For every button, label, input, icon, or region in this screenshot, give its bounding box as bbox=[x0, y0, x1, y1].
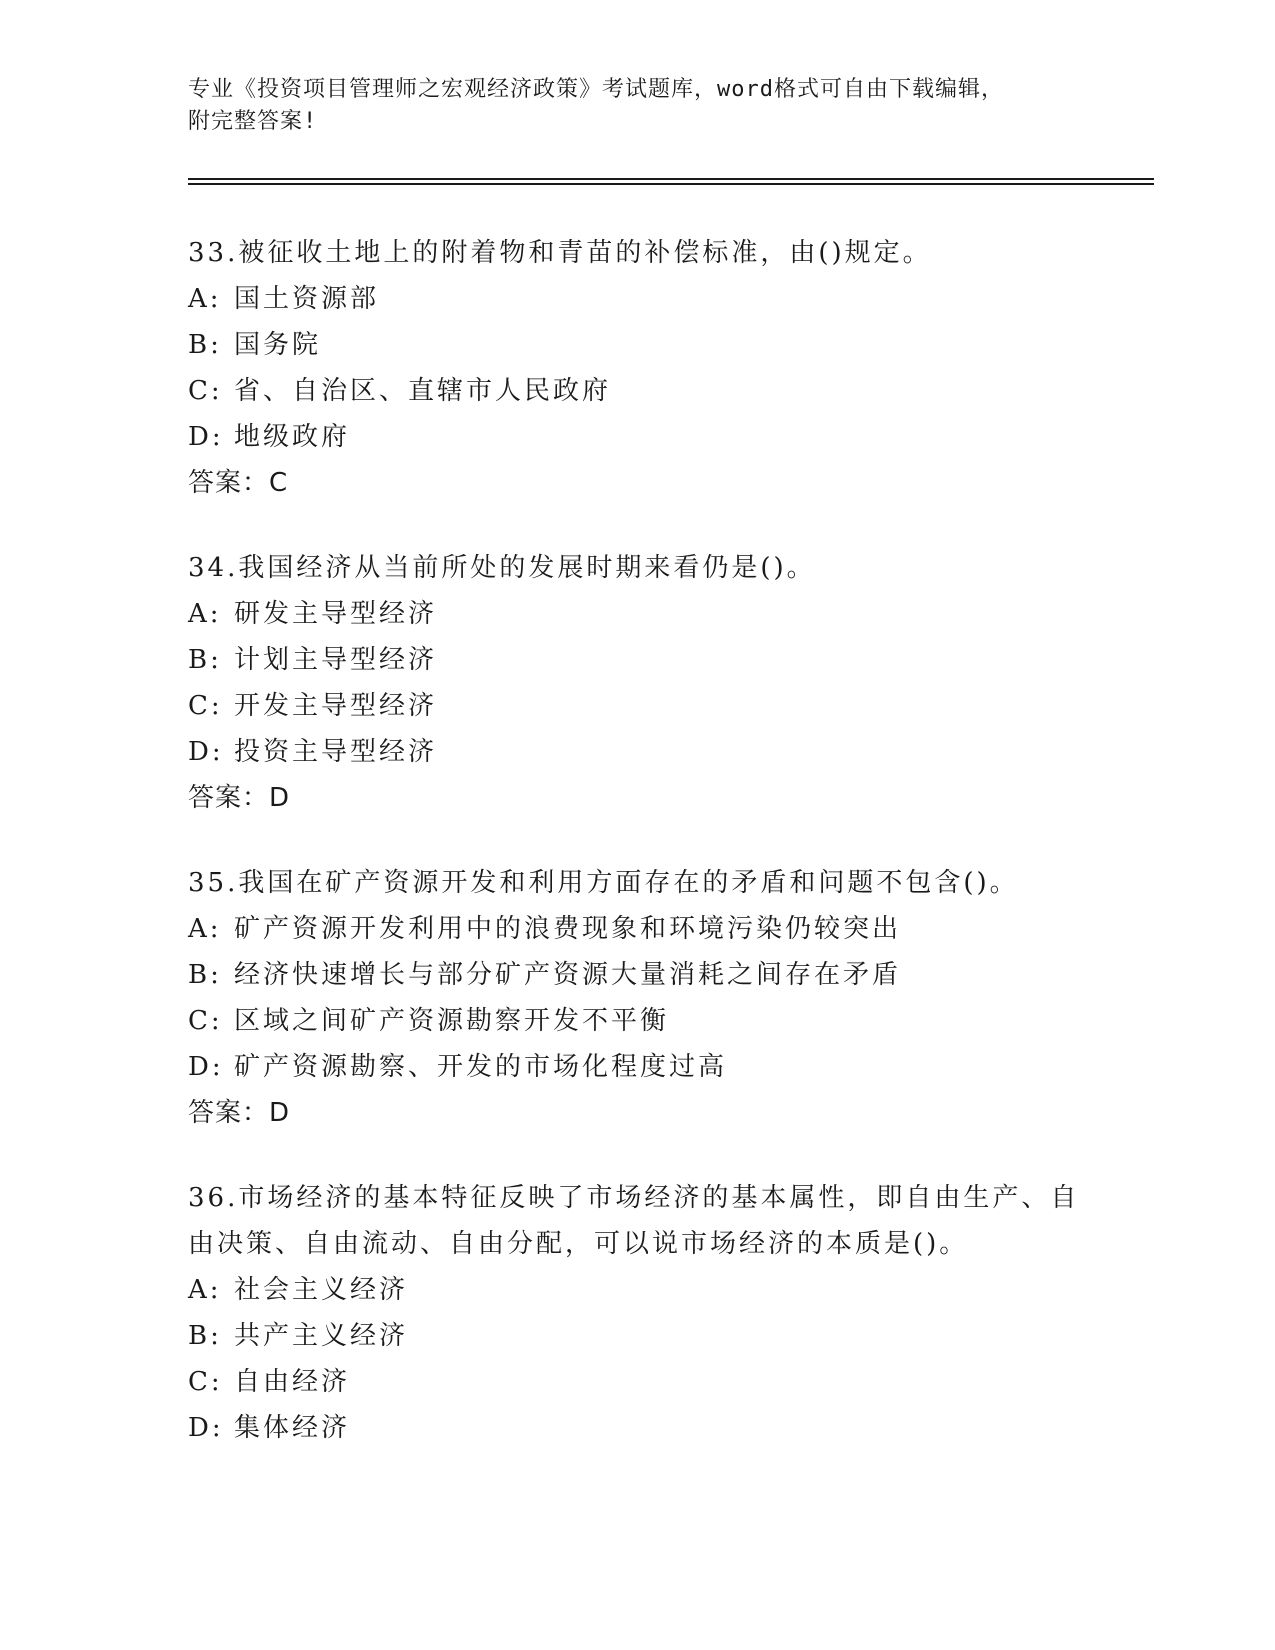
question-stem bbox=[188, 545, 1088, 591]
option-key: D: bbox=[188, 1052, 224, 1082]
option-text: 研发主导型经济 bbox=[234, 599, 438, 629]
header-line-2: 附完整答案! bbox=[188, 109, 318, 134]
option-text: 区域之间矿产资源勘察开发不平衡 bbox=[234, 1006, 670, 1036]
answer-label: 答案：D bbox=[188, 783, 291, 813]
question-stem-line: 由决策、自由流动、自由分配，可以说市场经济的本质是()。 bbox=[188, 1229, 969, 1259]
option-key: B: bbox=[188, 330, 222, 360]
question-33 bbox=[188, 230, 1088, 506]
option-b bbox=[188, 952, 1088, 998]
option-b bbox=[188, 322, 1088, 368]
option-text: 地级政府 bbox=[234, 422, 351, 452]
option-text: 矿产资源开发利用中的浪费现象和环境污染仍较突出 bbox=[234, 914, 902, 944]
option-d bbox=[188, 414, 1088, 460]
option-text: 共产主义经济 bbox=[234, 1321, 409, 1351]
option-b bbox=[188, 637, 1088, 683]
option-text: 国土资源部 bbox=[234, 284, 380, 314]
question-36 bbox=[188, 1175, 1088, 1451]
option-key: D: bbox=[188, 737, 224, 767]
question-stem bbox=[188, 230, 1088, 276]
option-key: D: bbox=[188, 422, 224, 452]
question-stem-line: 34.我国经济从当前所处的发展时期来看仍是()。 bbox=[188, 553, 816, 583]
option-key: B: bbox=[188, 1321, 222, 1351]
header-divider-top bbox=[188, 178, 1154, 180]
option-text: 开发主导型经济 bbox=[234, 691, 438, 721]
option-c bbox=[188, 998, 1088, 1044]
question-stem-line: 35.我国在矿产资源开发和利用方面存在的矛盾和问题不包含()。 bbox=[188, 868, 1019, 898]
option-text: 省、自治区、直辖市人民政府 bbox=[234, 376, 612, 406]
question-35 bbox=[188, 860, 1088, 1136]
option-key: B: bbox=[188, 960, 222, 990]
answer-label: 答案：D bbox=[188, 1098, 291, 1128]
option-a bbox=[188, 276, 1088, 322]
header-divider-bottom bbox=[188, 183, 1154, 185]
option-a bbox=[188, 1267, 1088, 1313]
question-stem-line: 33.被征收土地上的附着物和青苗的补偿标准，由()规定。 bbox=[188, 238, 932, 268]
option-key: D: bbox=[188, 1413, 224, 1443]
option-d bbox=[188, 1405, 1088, 1451]
option-d bbox=[188, 729, 1088, 775]
option-a bbox=[188, 906, 1088, 952]
option-text: 经济快速增长与部分矿产资源大量消耗之间存在矛盾 bbox=[234, 960, 902, 990]
option-key: C: bbox=[188, 1367, 223, 1397]
option-text: 投资主导型经济 bbox=[234, 737, 438, 767]
option-key: A: bbox=[188, 599, 222, 629]
option-key: A: bbox=[188, 284, 222, 314]
option-text: 矿产资源勘察、开发的市场化程度过高 bbox=[234, 1052, 728, 1082]
option-d bbox=[188, 1044, 1088, 1090]
option-key: C: bbox=[188, 376, 223, 406]
question-stem bbox=[188, 860, 1088, 906]
document-header bbox=[188, 74, 1088, 138]
option-c bbox=[188, 1359, 1088, 1405]
question-stem-line: 36.市场经济的基本特征反映了市场经济的基本属性，即自由生产、自 bbox=[188, 1183, 1080, 1213]
option-key: A: bbox=[188, 914, 222, 944]
option-text: 自由经济 bbox=[234, 1367, 351, 1397]
option-text: 计划主导型经济 bbox=[234, 645, 438, 675]
option-c bbox=[188, 683, 1088, 729]
option-key: A: bbox=[188, 1275, 222, 1305]
option-text: 国务院 bbox=[234, 330, 322, 360]
option-text: 集体经济 bbox=[234, 1413, 351, 1443]
header-line-1: 专业《投资项目管理师之宏观经济政策》考试题库，word格式可自由下载编辑， bbox=[188, 77, 1004, 102]
option-key: C: bbox=[188, 691, 223, 721]
option-text: 社会主义经济 bbox=[234, 1275, 409, 1305]
answer-label: 答案：C bbox=[188, 468, 289, 498]
option-key: B: bbox=[188, 645, 222, 675]
option-key: C: bbox=[188, 1006, 223, 1036]
question-stem bbox=[188, 1175, 1088, 1267]
question-34 bbox=[188, 545, 1088, 821]
option-c bbox=[188, 368, 1088, 414]
option-b bbox=[188, 1313, 1088, 1359]
option-a bbox=[188, 591, 1088, 637]
